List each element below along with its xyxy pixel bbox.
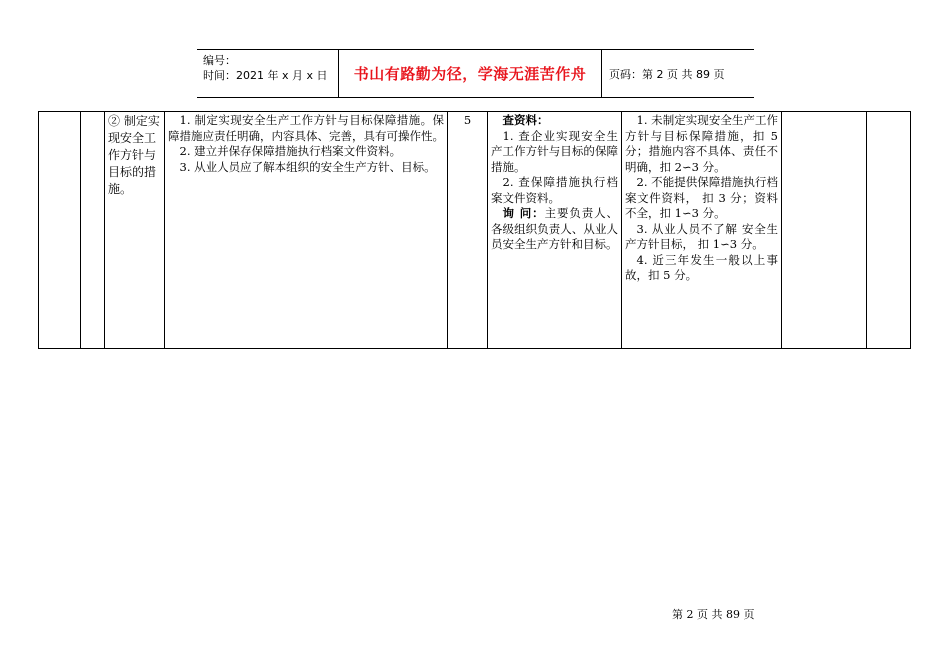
ask-title: 询 问：: [502, 206, 545, 220]
time-label: 时间：2021 年 x 月 x 日: [203, 69, 328, 82]
requirement-2: 2. 建立并保存保障措施执行档案文件资料。: [179, 144, 402, 158]
requirements-cell: [165, 112, 448, 349]
requirement-1: 1. 制定实现安全生产工作方针与目标保障措施。保障措施应责任明确，内容具体、完善，具有可操作性。: [168, 113, 444, 143]
motto: 书山有路勤为径，学海无涯苦作舟: [339, 50, 602, 97]
deductions-cell: [622, 112, 782, 349]
criteria-table: [38, 111, 911, 349]
requirement-3: 3. 从业人员应了解本组织的安全生产方针、目标。: [179, 159, 436, 174]
page-footer: 第 2 页 共 89 页: [672, 608, 755, 621]
deduction-2: 2. 不能提供保障措施执行档案文件资料， 扣 3 分；资料不全，扣 1∽3 分。: [625, 175, 778, 220]
header-meta: [197, 50, 339, 97]
ask-text: 主要负责人、各级组织负责人、从业人员安全生产方针和目标。: [491, 206, 618, 251]
method-cell: [488, 112, 622, 349]
check-item-2: 2. 查保障措施执行档案文件资料。: [491, 175, 618, 205]
item-cell: ② 制定实现安全工作方针与目标的措施。: [105, 112, 165, 349]
score-cell: 5: [448, 112, 488, 349]
page-header: [197, 49, 754, 98]
deduction-3: 3. 从业人员不了解 安全生产方针目标， 扣 1∽3 分。: [625, 221, 778, 251]
cell-empty-2: [81, 112, 105, 349]
deduction-1: 1. 未制定实现安全生产工作方针与目标保障措施，扣 5 分；措施内容不具体、责任不明确，扣 2∽3 分。: [625, 113, 778, 174]
deduction-4: 4. 近三年发生一般以上事故，扣 5 分。: [625, 252, 778, 282]
check-item-1: 1. 查企业实现安全生产工作方针与目标的保障措施。: [491, 128, 618, 174]
cell-empty-4: [867, 112, 911, 349]
ask-paragraph: [491, 206, 618, 253]
check-title: 查资料：: [502, 113, 549, 127]
code-label: 编号：: [203, 54, 236, 67]
table-row: [39, 112, 911, 349]
cell-empty-3: [782, 112, 867, 349]
cell-empty-1: [39, 112, 81, 349]
page-label: 页码：第 2 页 共 89 页: [609, 67, 725, 81]
